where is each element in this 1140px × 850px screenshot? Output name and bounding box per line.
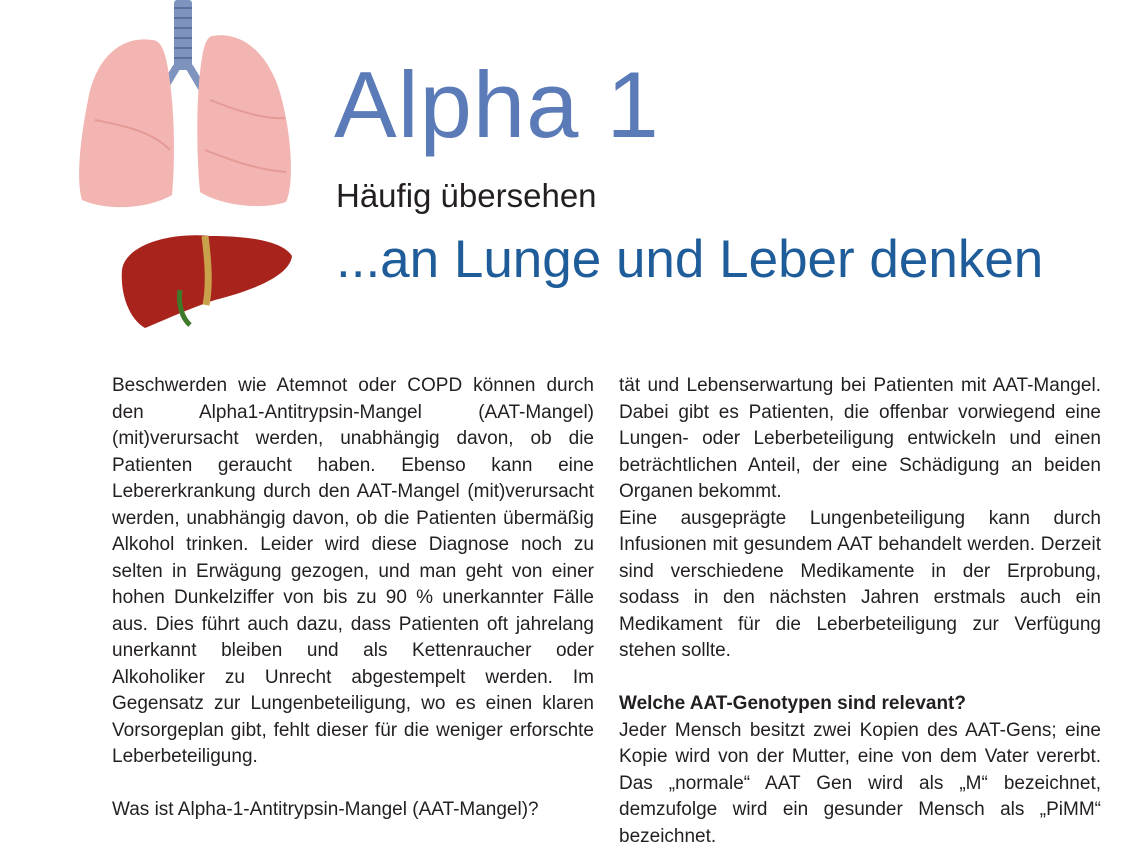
- page-headline: ...an Lunge und Leber denken: [336, 228, 1043, 292]
- paragraph: Eine ausgeprägte Lungenbeteiligung kann durch Infusionen mit gesundem AAT behandelt werden. Derzeit sind verschiedene Medikamente in der Erprobung, sodass in den nächsten Jahren erstmals auch ein Medikament für die Leberbeteiligung zur Verfügung stehen sollte.: [619, 506, 1101, 665]
- page-title: Alpha 1: [334, 58, 660, 152]
- text-column-right: [619, 373, 1101, 850]
- paragraph: Beschwerden wie Atemnot oder COPD können durch den Alpha1-Antitrypsin-Mangel (AAT-Mangel) (mit)verursacht werden, unabhängig davon, ob die Patienten geraucht haben. Ebenso kann eine Lebererkrankung durch den AAT-Mangel (mit)verursacht werden, unabhängig davon, ob die Patienten übermäßig Alkohol trinken. Leider wird diese Diagnose noch zu selten in Erwägung gezogen, und man geht von einer hohen Dunkelziffer von bis zu 90 % unerkannter Fälle aus. Dies führt auch dazu, dass Patienten oft jahrelang unerkannt bleiben und als Kettenraucher oder Alkoholiker zu Unrecht abgestempelt werden. Im Gegensatz zur Lungenbeteiligung, wo es einen klaren Vorsorgeplan gibt, fehlt dieser für die weniger erforschte Leberbeteiligung.: [112, 373, 594, 771]
- paragraph: Was ist Alpha-1-Antitrypsin-Mangel (AAT-Mangel)?: [112, 797, 594, 824]
- section-heading: Welche AAT-Genotypen sind relevant?: [619, 691, 1101, 718]
- organ-illustration: [0, 0, 310, 340]
- text-column-left: [112, 373, 594, 824]
- page-subtitle: Häufig übersehen: [336, 176, 597, 216]
- paragraph: tät und Lebenserwartung bei Patienten mit AAT-Mangel. Dabei gibt es Patienten, die offenbar vorwiegend eine Lungen- oder Leberbeteiligung entwickeln und einen beträchtlichen Anteil, der eine Schädigung an beiden Organen bekommt.: [619, 373, 1101, 506]
- lungs-illustration: [79, 0, 291, 207]
- paragraph: Jeder Mensch besitzt zwei Kopien des AAT-Gens; eine Kopie wird von der Mutter, eine von dem Vater vererbt. Das „normale“ AAT Gen wird als „M“ bezeichnet, demzufolge wird ein gesunder Mensch als „PiMM“ bezeichnet.: [619, 718, 1101, 850]
- liver-illustration: [122, 235, 292, 328]
